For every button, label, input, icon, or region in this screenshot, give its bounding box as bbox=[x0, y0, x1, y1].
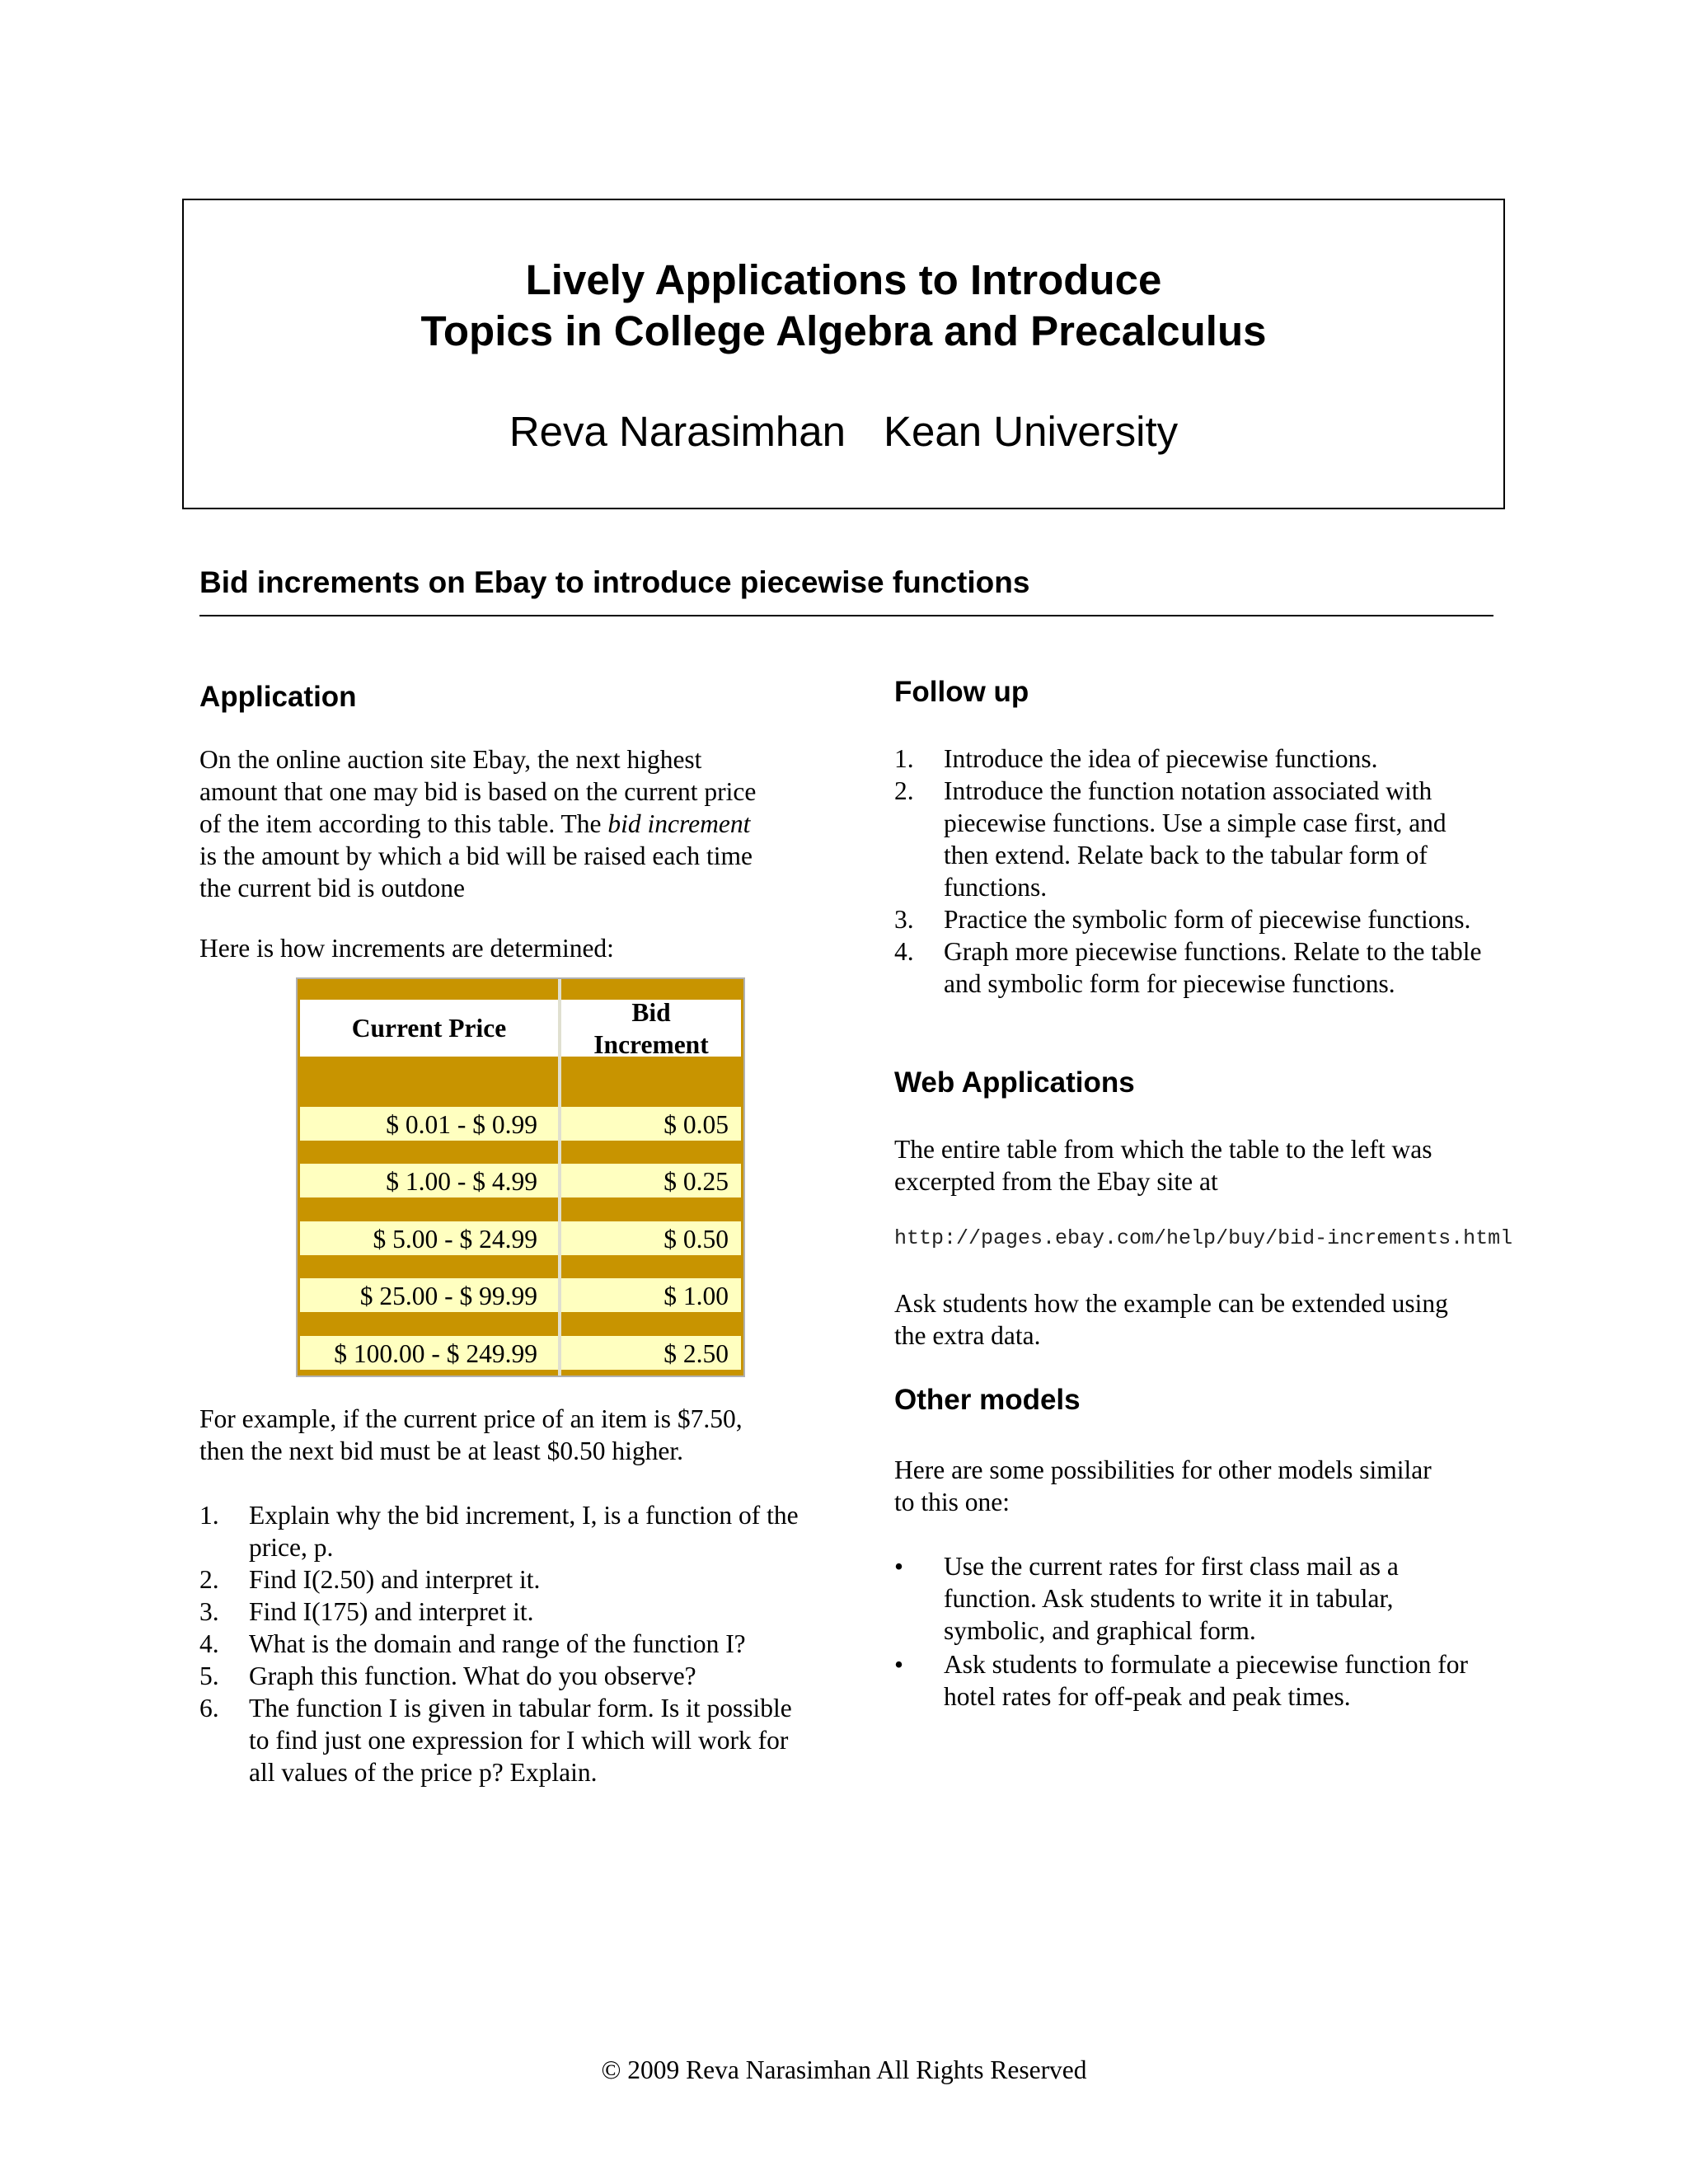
author-name: Reva Narasimhan bbox=[509, 408, 846, 455]
web-applications-line: excerpted from the Ebay site at bbox=[894, 1167, 1218, 1196]
other-models-heading: Other models bbox=[894, 1384, 1081, 1416]
section-divider bbox=[199, 615, 1493, 616]
application-intro-line: amount that one may bid is based on the current price bbox=[199, 777, 757, 806]
web-applications-ask-line: Ask students how the example can be extended using bbox=[894, 1289, 1448, 1318]
list-item-text: Introduce the function notation associated with piecewise functions. Use a simple case first, and then extend. Relate back to the tabular form of functions. bbox=[944, 776, 1447, 902]
list-item bbox=[894, 935, 1496, 1000]
list-number: 5. bbox=[199, 1661, 219, 1690]
web-applications-paragraph bbox=[894, 1133, 1521, 1197]
table-cell-increment: $ 0.50 bbox=[561, 1221, 741, 1255]
list-item-text: What is the domain and range of the function I? bbox=[249, 1629, 746, 1658]
bullet-icon: • bbox=[894, 1552, 904, 1581]
list-item-text: Graph this function. What do you observe? bbox=[249, 1661, 696, 1690]
follow-up-heading: Follow up bbox=[894, 676, 1029, 708]
application-intro-line: the current bid is outdone bbox=[199, 874, 465, 902]
web-applications-heading: Web Applications bbox=[894, 1066, 1135, 1099]
application-intro-line bbox=[199, 808, 826, 840]
ebay-url-link[interactable]: http://pages.ebay.com/help/buy/bid-increments.html bbox=[894, 1226, 1513, 1250]
web-applications-ask-line: the extra data. bbox=[894, 1321, 1041, 1350]
section-heading: Bid increments on Ebay to introduce piecewise functions bbox=[199, 565, 1030, 599]
other-models-intro bbox=[894, 1454, 1521, 1518]
table-cell-increment: $ 1.00 bbox=[561, 1278, 741, 1312]
list-item-text: The function I is given in tabular form. Is it possible to find just one expression for I which will work for all values of the price p? Explain. bbox=[249, 1694, 792, 1787]
list-number: 6. bbox=[199, 1694, 219, 1722]
example-line: For example, if the current price of an item is $7.50, bbox=[199, 1404, 743, 1433]
list-item-text: Find I(2.50) and interpret it. bbox=[249, 1565, 541, 1594]
table-cell-increment: $ 2.50 bbox=[561, 1336, 741, 1370]
list-number: 1. bbox=[894, 744, 914, 773]
bid-increment-term: bid increment bbox=[607, 809, 751, 838]
author-institution: Kean University bbox=[884, 408, 1179, 455]
list-number: 3. bbox=[894, 905, 914, 934]
list-item bbox=[199, 1660, 809, 1692]
list-item bbox=[199, 1628, 809, 1660]
table-cell-increment: $ 0.05 bbox=[561, 1107, 741, 1141]
document-title-line-2: Topics in College Algebra and Precalculus bbox=[420, 307, 1267, 354]
copyright-footer: © 2009 Reva Narasimhan All Rights Reserved bbox=[601, 2055, 1087, 2084]
application-intro-line: On the online auction site Ebay, the next highest bbox=[199, 745, 702, 774]
author-line bbox=[184, 406, 1503, 457]
table-cell-increment: $ 0.25 bbox=[561, 1164, 741, 1197]
list-item bbox=[199, 1499, 809, 1563]
web-applications-ask bbox=[894, 1287, 1521, 1352]
table-header-current-price: Current Price bbox=[300, 1000, 558, 1057]
application-questions-list bbox=[199, 1499, 809, 1788]
list-item bbox=[894, 743, 1496, 775]
table-cell-price-range: $ 25.00 - $ 99.99 bbox=[300, 1278, 558, 1312]
document-title-line-1: Lively Applications to Introduce bbox=[525, 256, 1162, 303]
list-number: 4. bbox=[894, 937, 914, 966]
bullet-icon: • bbox=[894, 1650, 904, 1679]
other-models-intro-line: to this one: bbox=[894, 1488, 1010, 1516]
table-cell-price-range: $ 0.01 - $ 0.99 bbox=[300, 1107, 558, 1141]
list-number: 4. bbox=[199, 1629, 219, 1658]
web-applications-line: The entire table from which the table to the left was bbox=[894, 1135, 1432, 1164]
example-paragraph bbox=[199, 1403, 826, 1467]
increments-intro: Here is how increments are determined: bbox=[199, 934, 614, 963]
list-item-text: Use the current rates for first class mail as a function. Ask students to write it in tabular, symbolic, and graphical form. bbox=[944, 1552, 1399, 1645]
list-item-text: Practice the symbolic form of piecewise functions. bbox=[944, 905, 1471, 934]
list-item bbox=[894, 1648, 1488, 1713]
list-number: 3. bbox=[199, 1597, 219, 1626]
list-item-text: Introduce the idea of piecewise functions. bbox=[944, 744, 1378, 773]
list-item bbox=[199, 1596, 809, 1628]
application-intro bbox=[199, 743, 826, 904]
list-item-text: Ask students to formulate a piecewise function for hotel rates for off-peak and peak times. bbox=[944, 1650, 1468, 1711]
table-cell-price-range: $ 5.00 - $ 24.99 bbox=[300, 1221, 558, 1255]
list-number: 2. bbox=[199, 1565, 219, 1594]
list-number: 1. bbox=[199, 1501, 219, 1530]
table-cell-price-range: $ 1.00 - $ 4.99 bbox=[300, 1164, 558, 1197]
table-cell-price-range: $ 100.00 - $ 249.99 bbox=[300, 1336, 558, 1370]
other-models-list bbox=[894, 1550, 1488, 1713]
list-item bbox=[894, 903, 1496, 935]
list-item bbox=[894, 1550, 1488, 1647]
application-intro-line: is the amount by which a bid will be raised each time bbox=[199, 841, 753, 870]
bid-increment-table bbox=[296, 977, 745, 1377]
list-item-text: Find I(175) and interpret it. bbox=[249, 1597, 534, 1626]
other-models-intro-line: Here are some possibilities for other models similar bbox=[894, 1455, 1432, 1484]
list-item bbox=[199, 1563, 809, 1596]
list-item bbox=[199, 1692, 809, 1788]
list-item-text: Explain why the bid increment, I, is a function of the price, p. bbox=[249, 1501, 799, 1562]
table-header-bid-increment: Bid Increment bbox=[561, 1000, 741, 1057]
example-line: then the next bid must be at least $0.50 higher. bbox=[199, 1436, 684, 1465]
intro-text: of the item according to this table. The bbox=[199, 809, 608, 838]
follow-up-list bbox=[894, 743, 1496, 1000]
application-heading: Application bbox=[199, 681, 357, 713]
title-box bbox=[182, 199, 1505, 509]
list-number: 2. bbox=[894, 776, 914, 805]
list-item bbox=[894, 775, 1496, 903]
list-item-text: Graph more piecewise functions. Relate to the table and symbolic form for piecewise functions. bbox=[944, 937, 1482, 998]
